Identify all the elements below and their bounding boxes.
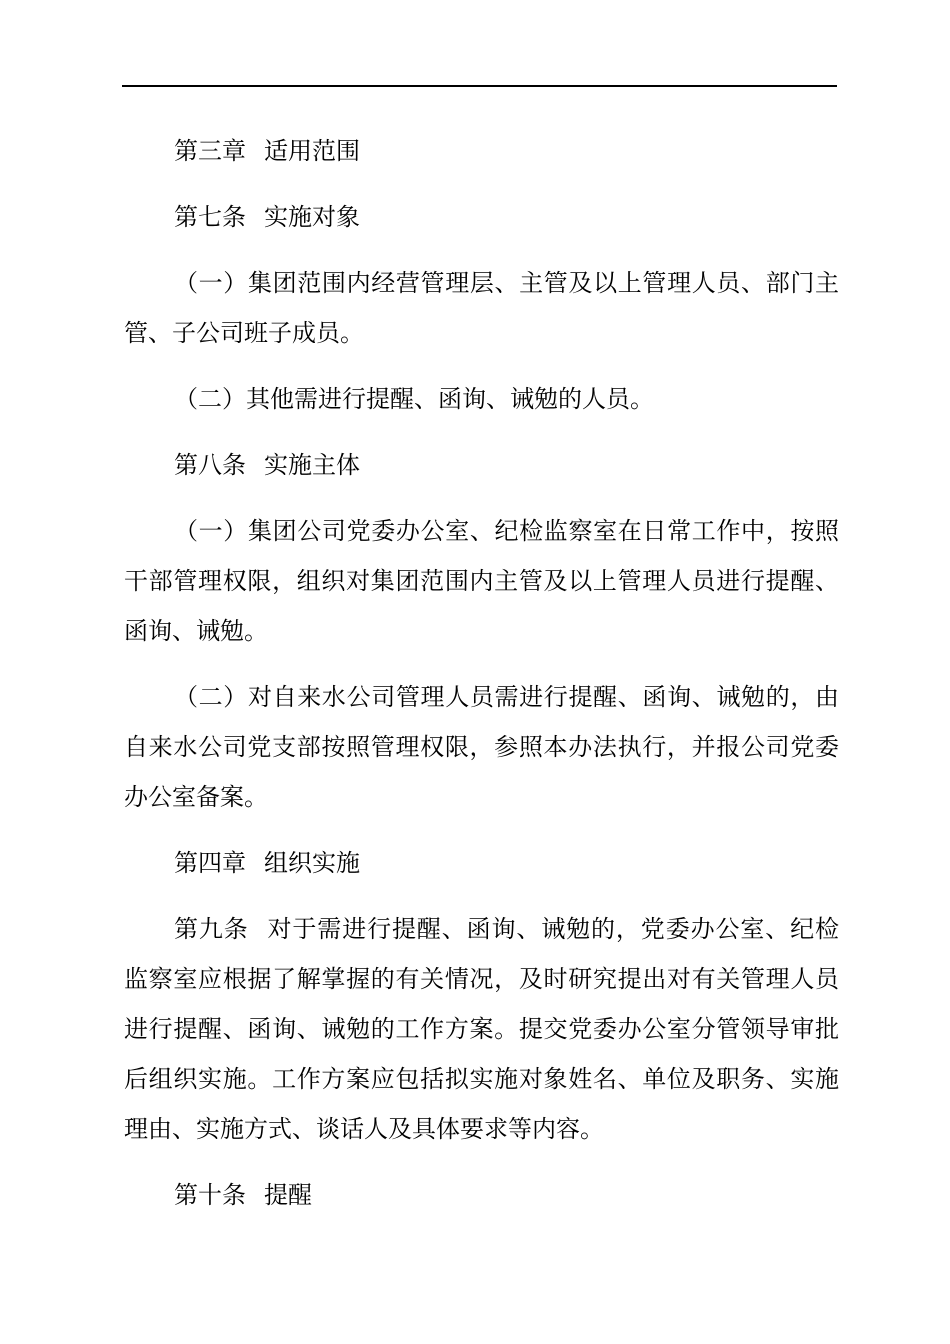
header-rule (122, 85, 837, 87)
chapter-3-heading (124, 126, 839, 176)
article-10-heading (124, 1170, 839, 1220)
article-8-heading (124, 440, 839, 490)
chapter-4-heading (124, 838, 839, 888)
article-label: 第七条 (174, 203, 246, 231)
article-label: 第九条 (174, 915, 249, 943)
chapter-title: 适用范围 (264, 137, 360, 165)
chapter-label: 第三章 (174, 137, 246, 165)
article-title: 实施主体 (264, 451, 360, 479)
chapter-label: 第四章 (174, 849, 246, 877)
article-title: 实施对象 (264, 203, 360, 231)
document-body (124, 126, 839, 1236)
article-7-item-1: （一）集团范围内经营管理层、主管及以上管理人员、部门主管、子公司班子成员。 (124, 269, 839, 347)
article-7-item-2: （二）其他需进行提醒、函询、诫勉的人员。 (174, 385, 654, 413)
article-text: 对于需进行提醒、函询、诫勉的，党委办公室、纪检监察室应根据了解掌握的有关情况，及时研究提出对有关管理人员进行提醒、函询、诫勉的工作方案。提交党委办公室分管领导审批后组织实施。工作方案应包括拟实施对象姓名、单位及职务、实施理由、实施方式、谈话人及具体要求等内容。 (124, 915, 840, 1143)
article-8-item-2: （二）对自来水公司管理人员需进行提醒、函询、诫勉的，由自来水公司党支部按照管理权限，参照本办法执行，并报公司党委办公室备案。 (124, 683, 839, 811)
article-9-body (124, 904, 839, 1154)
article-label: 第八条 (174, 451, 246, 479)
chapter-title: 组织实施 (264, 849, 360, 877)
article-8-item-1: （一）集团公司党委办公室、纪检监察室在日常工作中，按照干部管理权限，组织对集团范围内主管及以上管理人员进行提醒、函询、诫勉。 (124, 517, 839, 645)
article-label: 第十条 (174, 1181, 246, 1209)
article-7-heading (124, 192, 839, 242)
article-title: 提醒 (264, 1181, 312, 1209)
